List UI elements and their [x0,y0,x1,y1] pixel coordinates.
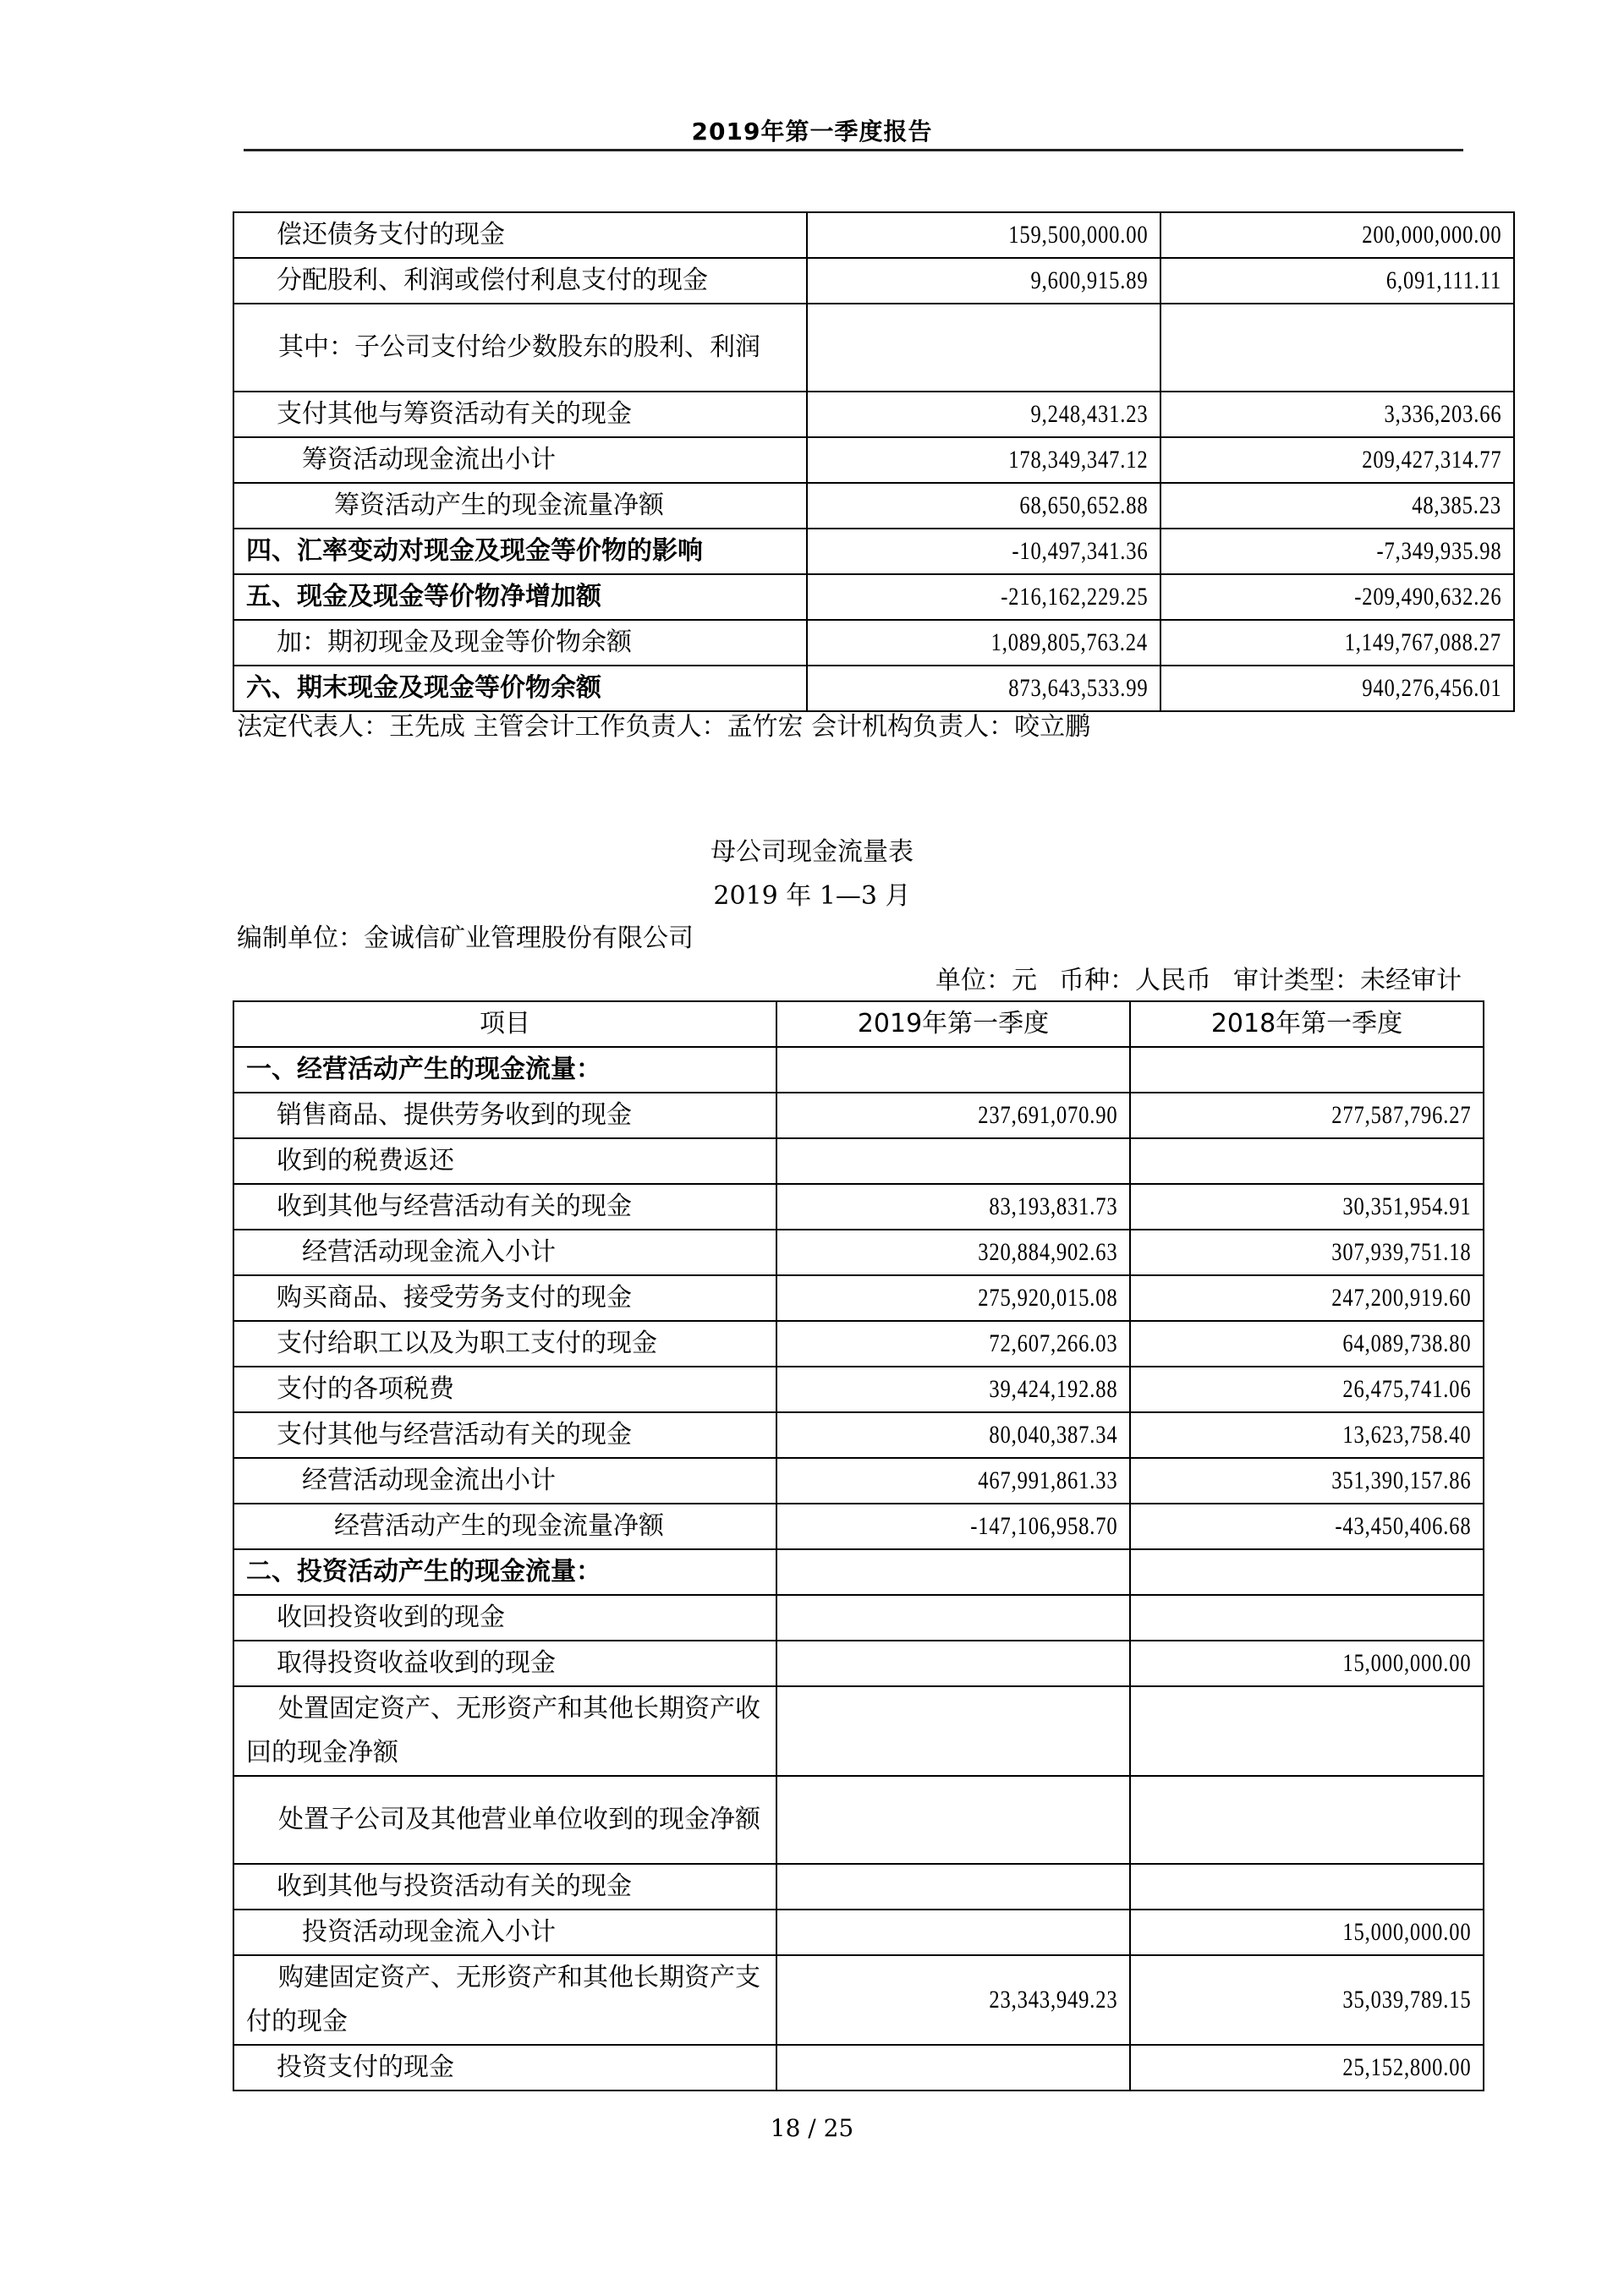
column-header-item: 项目 [233,1001,776,1047]
value-2018: 247,200,919.60 [1130,1275,1484,1321]
value-2019: -147,106,958.70 [776,1504,1130,1549]
row-label: 支付的各项税费 [233,1367,776,1412]
value-2018: 209,427,314.77 [1160,437,1514,483]
table-row [233,1184,1484,1230]
value-2019: 873,643,533.99 [807,666,1160,711]
value-2018 [1130,1138,1484,1184]
value-2019: 467,991,861.33 [776,1458,1130,1504]
value-2019: 9,248,431.23 [807,392,1160,437]
value-2019: 159,500,000.00 [807,212,1160,258]
value-2018: 3,336,203.66 [1160,392,1514,437]
column-header-2018: 2018年第一季度 [1130,1001,1484,1047]
table-row [233,258,1514,304]
row-label: 处置固定资产、无形资产和其他长期资产收回的现金净额 [233,1686,776,1776]
row-label: 偿还债务支付的现金 [233,212,807,258]
column-header-2019: 2019年第一季度 [776,1001,1130,1047]
table-row [233,1955,1484,2045]
value-2018 [1130,1549,1484,1595]
value-2019: -216,162,229.25 [807,574,1160,620]
row-label: 处置子公司及其他营业单位收到的现金净额 [233,1776,776,1864]
table-header-row [233,1001,1484,1047]
value-2019: -10,497,341.36 [807,529,1160,574]
value-2018: 200,000,000.00 [1160,212,1514,258]
value-2019 [776,1864,1130,1910]
value-2018: 307,939,751.18 [1130,1230,1484,1275]
value-2019 [776,1776,1130,1864]
table-row [233,574,1514,620]
value-2019 [776,1686,1130,1776]
signatures-line: 法定代表人：王先成 主管会计工作负责人：孟竹宏 会计机构负责人：咬立鹏 [237,712,1091,742]
row-label: 投资活动现金流入小计 [233,1910,776,1955]
financing-cash-flow-table [233,211,1515,712]
value-2018: 15,000,000.00 [1130,1910,1484,1955]
value-2019 [776,1910,1130,1955]
statement-title: 母公司现金流量表 [710,837,914,867]
row-label: 其中：子公司支付给少数股东的股利、利润 [233,304,807,392]
table-row [233,1138,1484,1184]
table-row [233,666,1514,711]
value-2018: 25,152,800.00 [1130,2045,1484,2091]
value-2019: 1,089,805,763.24 [807,620,1160,666]
value-2018: 277,587,796.27 [1130,1093,1484,1138]
value-2018: 26,475,741.06 [1130,1367,1484,1412]
value-2018: -209,490,632.26 [1160,574,1514,620]
row-label: 购买商品、接受劳务支付的现金 [233,1275,776,1321]
unit-info [914,959,1462,996]
table-row [233,1047,1484,1093]
value-2018 [1130,1047,1484,1093]
table-row [233,212,1514,258]
table-row [233,1230,1484,1275]
value-2019 [776,1138,1130,1184]
value-2019: 39,424,192.88 [776,1367,1130,1412]
value-2018: -7,349,935.98 [1160,529,1514,574]
header-rule [244,149,1463,151]
table-row [233,1093,1484,1138]
value-2018 [1130,1595,1484,1641]
row-label: 销售商品、提供劳务收到的现金 [233,1093,776,1138]
value-2018 [1130,1864,1484,1910]
row-label: 四、汇率变动对现金及现金等价物的影响 [233,529,807,574]
value-2018: 48,385.23 [1160,483,1514,529]
value-2018: 940,276,456.01 [1160,666,1514,711]
row-label: 分配股利、利润或偿付利息支付的现金 [233,258,807,304]
table-row [233,1776,1484,1864]
table-row [233,1864,1484,1910]
value-2019: 83,193,831.73 [776,1184,1130,1230]
row-label: 二、投资活动产生的现金流量： [233,1549,776,1595]
row-label: 加：期初现金及现金等价物余额 [233,620,807,666]
value-2018: 6,091,111.11 [1160,258,1514,304]
value-2019 [776,2045,1130,2091]
value-2019: 237,691,070.90 [776,1093,1130,1138]
row-label: 六、期末现金及现金等价物余额 [233,666,807,711]
audit-type-label: 审计类型：未经审计 [1233,966,1462,995]
value-2018 [1130,1776,1484,1864]
value-2019 [776,1641,1130,1686]
value-2018: 35,039,789.15 [1130,1955,1484,2045]
statement-period: 2019 年 1—3 月 [713,881,911,911]
table-row [233,1549,1484,1595]
row-label: 购建固定资产、无形资产和其他长期资产支付的现金 [233,1955,776,2045]
value-2019: 275,920,015.08 [776,1275,1130,1321]
value-2018 [1130,1686,1484,1776]
row-label: 五、现金及现金等价物净增加额 [233,574,807,620]
table-row [233,1910,1484,1955]
value-2019: 80,040,387.34 [776,1412,1130,1458]
value-2018 [1160,304,1514,392]
row-label: 筹资活动现金流出小计 [233,437,807,483]
row-label: 收到的税费返还 [233,1138,776,1184]
value-2018: 13,623,758.40 [1130,1412,1484,1458]
row-label: 支付其他与筹资活动有关的现金 [233,392,807,437]
unit-label: 单位：元 [935,966,1037,995]
row-label: 经营活动现金流入小计 [233,1230,776,1275]
row-label: 筹资活动产生的现金流量净额 [233,483,807,529]
value-2019: 178,349,347.12 [807,437,1160,483]
row-label: 收到其他与经营活动有关的现金 [233,1184,776,1230]
row-label: 投资支付的现金 [233,2045,776,2091]
table-row [233,1412,1484,1458]
table-row [233,620,1514,666]
running-header-title: 2019年第一季度报告 [691,118,933,145]
value-2019: 9,600,915.89 [807,258,1160,304]
table-row [233,2045,1484,2091]
table-row [233,1367,1484,1412]
value-2019: 23,343,949.23 [776,1955,1130,2045]
value-2018: 351,390,157.86 [1130,1458,1484,1504]
value-2019: 320,884,902.63 [776,1230,1130,1275]
table-row [233,483,1514,529]
row-label: 取得投资收益收到的现金 [233,1641,776,1686]
table-row [233,1595,1484,1641]
table-row [233,529,1514,574]
table-row [233,304,1514,392]
value-2019 [776,1047,1130,1093]
value-2018: -43,450,406.68 [1130,1504,1484,1549]
value-2018: 15,000,000.00 [1130,1641,1484,1686]
table-row [233,1686,1484,1776]
row-label: 支付其他与经营活动有关的现金 [233,1412,776,1458]
page-number: 18 / 25 [770,2114,854,2142]
value-2019 [807,304,1160,392]
value-2018: 1,149,767,088.27 [1160,620,1514,666]
currency-label: 币种：人民币 [1059,966,1211,995]
value-2019 [776,1549,1130,1595]
value-2018: 64,089,738.80 [1130,1321,1484,1367]
table-row [233,1641,1484,1686]
table-row [233,392,1514,437]
value-2019 [776,1595,1130,1641]
table-row [233,1321,1484,1367]
row-label: 经营活动产生的现金流量净额 [233,1504,776,1549]
row-label: 收回投资收到的现金 [233,1595,776,1641]
parent-cash-flow-table [233,1000,1484,2091]
table-row [233,1275,1484,1321]
value-2019: 72,607,266.03 [776,1321,1130,1367]
table-row [233,437,1514,483]
table-row [233,1504,1484,1549]
value-2019: 68,650,652.88 [807,483,1160,529]
row-label: 一、经营活动产生的现金流量： [233,1047,776,1093]
row-label: 收到其他与投资活动有关的现金 [233,1864,776,1910]
row-label: 支付给职工以及为职工支付的现金 [233,1321,776,1367]
value-2018: 30,351,954.91 [1130,1184,1484,1230]
compiler-unit: 编制单位：金诚信矿业管理股份有限公司 [237,923,694,953]
row-label: 经营活动现金流出小计 [233,1458,776,1504]
table-row [233,1458,1484,1504]
